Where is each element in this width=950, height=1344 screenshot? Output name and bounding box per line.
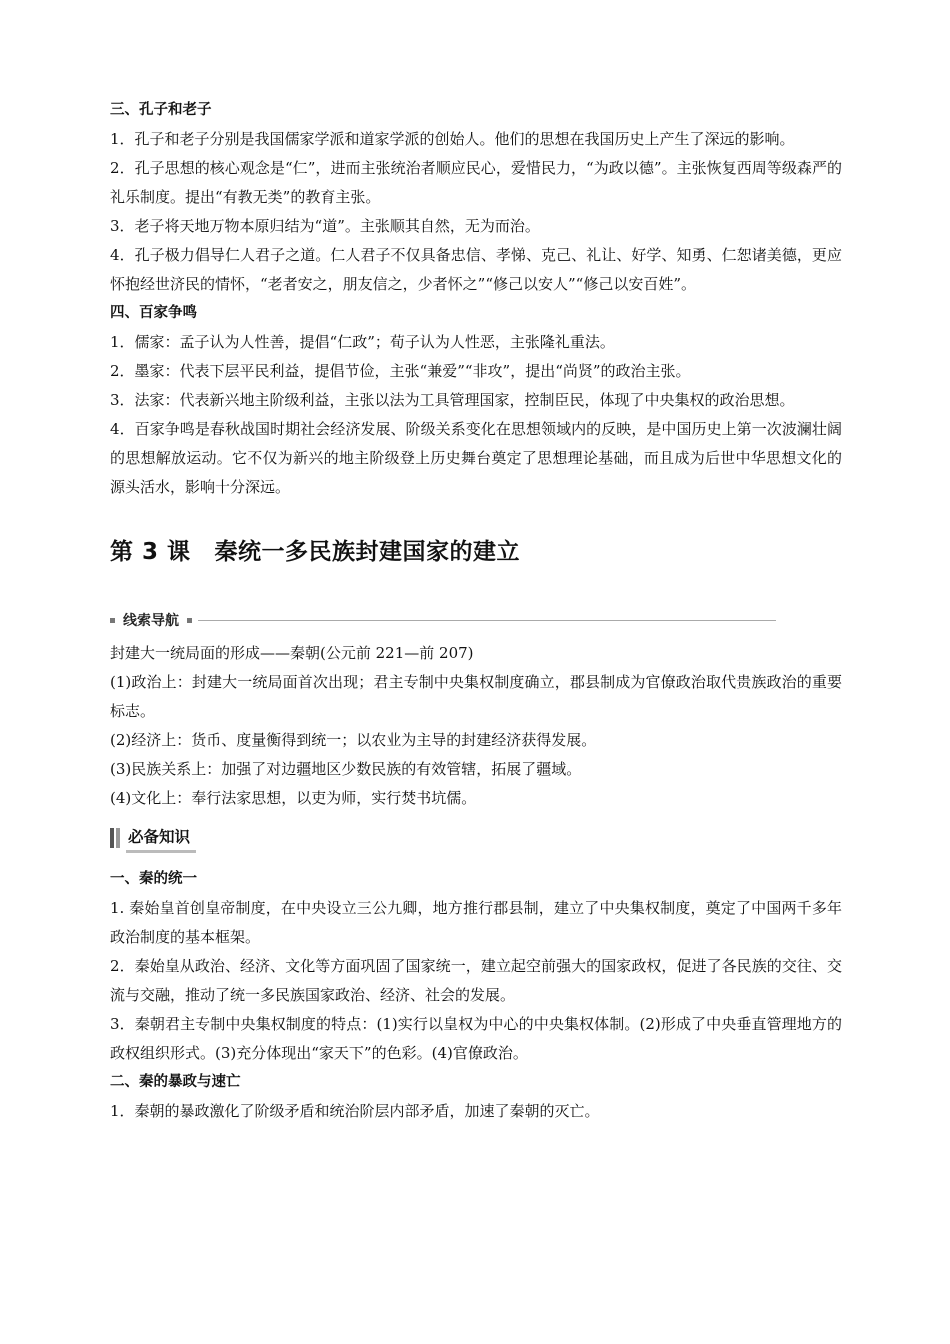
clue-navigation-header xyxy=(110,609,842,631)
paragraph: (1)政治上：封建大一统局面首次出现；君主专制中央集权制度确立，郡县制成为官僚政治取代贵族政治的重要标志。 xyxy=(110,673,842,720)
section-heading-confucius-laozi: 三、孔子和老子 xyxy=(110,102,212,118)
square-bullet-icon xyxy=(110,618,115,623)
paragraph: (4)文化上：奉行法家思想，以吏为师，实行焚书坑儒。 xyxy=(110,789,477,807)
paragraph: 1．孔子和老子分别是我国儒家学派和道家学派的创始人。他们的思想在我国历史上产生了深远的影响。 xyxy=(110,130,795,148)
paragraph: 2．孔子思想的核心观念是“仁”，进而主张统治者顺应民心，爱惜民力，“为政以德”。主张恢复西周等级森严的礼乐制度。提出“有教无类”的教育主张。 xyxy=(110,159,842,206)
paragraph: 1. 秦始皇首创皇帝制度，在中央设立三公九卿，地方推行郡县制，建立了中央集权制度，奠定了中国两千多年政治制度的基本框架。 xyxy=(110,899,842,946)
lesson-number: 第 3 课 xyxy=(110,539,191,565)
paragraph: 3．法家：代表新兴地主阶级利益，主张以法为工具管理国家，控制臣民，体现了中央集权的政治思想。 xyxy=(110,391,795,409)
square-bullet-icon xyxy=(187,618,192,623)
essential-knowledge-header xyxy=(110,823,842,853)
clue-navigation-label: 线索导航 xyxy=(123,613,179,629)
bar-marker-icon xyxy=(110,828,114,848)
knowledge-content xyxy=(110,865,842,1126)
paragraph: (2)经济上：货币、度量衡得到统一；以农业为主导的封建经济获得发展。 xyxy=(110,731,597,749)
lesson-name: 秦统一多民族封建国家的建立 xyxy=(214,539,521,565)
paragraph: 3．老子将天地万物本原归结为“道”。主张顺其自然，无为而治。 xyxy=(110,217,540,235)
clue-navigation-content xyxy=(110,639,842,813)
paragraph: 1．秦朝的暴政激化了阶级矛盾和统治阶层内部矛盾，加速了秦朝的灭亡。 xyxy=(110,1102,600,1120)
paragraph: 2．墨家：代表下层平民利益，提倡节俭，主张“兼爱”“非攻”，提出“尚贤”的政治主张。 xyxy=(110,362,691,380)
section-heading-hundred-schools: 四、百家争鸣 xyxy=(110,305,197,321)
paragraph: 1．儒家：孟子认为人性善，提倡“仁政”；荀子认为人性恶，主张隆礼重法。 xyxy=(110,333,615,351)
divider-line xyxy=(198,620,776,621)
paragraph: (3)民族关系上：加强了对边疆地区少数民族的有效管辖，拓展了疆域。 xyxy=(110,760,582,778)
paragraph: 2．秦始皇从政治、经济、文化等方面巩固了国家统一，建立起空前强大的国家政权，促进了各民族的交往、交流与交融，推动了统一多民族国家政治、经济、社会的发展。 xyxy=(110,957,842,1004)
paragraph: 3．秦朝君主专制中央集权制度的特点：(1)实行以皇权为中心的中央集权体制。(2)形成了中央垂直管理地方的政权组织形式。(3)充分体现出“家天下”的色彩。(4)官僚政治。 xyxy=(110,1015,842,1062)
paragraph: 封建大一统局面的形成——秦朝(公元前 221—前 207) xyxy=(110,644,474,662)
section-heading-qin-unification: 一、秦的统一 xyxy=(110,871,197,887)
lesson-title xyxy=(110,532,842,572)
paragraph: 4．孔子极力倡导仁人君子之道。仁人君子不仅具备忠信、孝悌、克己、礼让、好学、知勇、仁恕诸美德，更应怀抱经世济民的情怀，“老者安之，朋友信之，少者怀之”“修己以安人”“修己以安百姓”。 xyxy=(110,246,842,293)
paragraph: 4．百家争鸣是春秋战国时期社会经济发展、阶级关系变化在思想领域内的反映，是中国历史上第一次波澜壮阔的思想解放运动。它不仅为新兴的地主阶级登上历史舞台奠定了思想理论基础，而且成为后世中华思想文化的源头活水，影响十分深远。 xyxy=(110,420,842,496)
document-page xyxy=(110,96,842,1126)
section-heading-qin-tyranny: 二、秦的暴政与速亡 xyxy=(110,1074,241,1090)
essential-knowledge-label: 必备知识 xyxy=(126,824,196,853)
bar-marker-icon xyxy=(116,828,120,848)
